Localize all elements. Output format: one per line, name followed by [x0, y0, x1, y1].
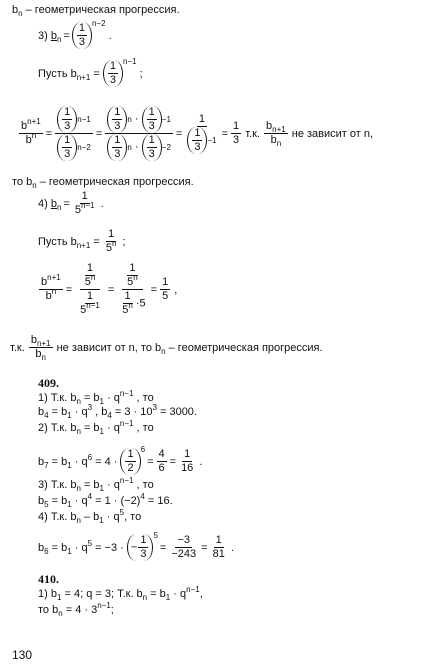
conclusion-4: т.к. $\frac{b_{n+1}}{b_n}$ не зависит от n, то $b_n$ – геометрическая прогрессия. — [10, 334, 323, 362]
410-1-condition: 1) $b_1 = 4$; q = 3; Т.к. $b_n = b_1 \cdot q^{n-1}$, — [38, 585, 203, 602]
409-1-result: $b_4 = b_1 \cdot q^3$ , $b_4 = 3 \cdot 10^3 = 3000$. — [38, 403, 197, 420]
409-4-result: $b_6 = b_1 \cdot q^5 = -3$ · − $\frac{1}{3}$ 5 = $\frac{-3}{-243}$ = $\frac{1}{81}$ . — [38, 531, 234, 560]
410-1-result: то $b_n = 4 \cdot 3^{n-1}$; — [38, 601, 114, 618]
let-bn1-line-4: Пусть $b_{n+1}$ = $\frac{1}{5^n}$ ; — [38, 228, 126, 254]
let-bn1-line: Пусть $b_{n+1}$ = $\frac{1}{3}$ n−1 ; — [38, 57, 143, 86]
text-line-1: $b_n$ – геометрическая прогрессия. — [12, 4, 180, 18]
409-4-condition: 4) Т.к. $b_n - b_1 \cdot q^5$, то — [38, 508, 142, 525]
problem-410-heading: 410. — [38, 572, 59, 586]
problem-409-heading: 409. — [38, 376, 59, 390]
item-3-definition: 3) $b_n$ = $\frac{1}{3}$ n−2 . — [38, 19, 112, 48]
ratio-equation-4: $\frac{b^{n+1}}{b^n}$ = $\frac{\frac{1}{5^n}}{\frac{1}{5^{n-1}}}$ = $\frac{1}{5^n}$ $\frac{1}{5^n}$ ·5 = $\frac{1}{5}$ , — [41, 262, 178, 316]
item-4-definition: 4) $b_n$ = $\frac{1}{5^{n-1}}$ . — [38, 190, 104, 216]
409-3-condition: 3) Т.к. $b_n = b_1 \cdot q^{n-1}$ , то — [38, 476, 154, 493]
ratio-equation-3: $\frac{b^{n+1}}{b^n}$ = $\frac{1}{3}$ n−1 $\frac{1}{3}$ n−2 = $\frac{1}{3}$ n · $\frac{1}{3}$ −1 $\frac{1}{3}$ n · $\frac{1}{3}$ −2 = 1 $\frac{1}{3}$ −1 = $\frac{1}{3}$ т.к. $\frac{b_{n+1}}{b_n}$ не зависит от n, — [21, 106, 374, 160]
409-2-result: $b_7 = b_1 \cdot q^6 = 4$ · $\frac{1}{2}$ 6 = $\frac{4}{6}$ = $\frac{1}{16}$ . — [38, 445, 203, 474]
409-1-condition: 1) Т.к. $b_n = b_1 \cdot q^{n-1}$ , то — [38, 389, 154, 406]
409-2-condition: 2) Т.к. $b_n = b_1 \cdot q^{n-1}$ , то — [38, 419, 154, 436]
page-number: 130 — [12, 648, 33, 662]
conclusion-3: то $b_n$ – геометрическая прогрессия. — [12, 176, 194, 190]
409-3-result: $b_5 = b_1 \cdot q^4 = 1 \cdot (-2)^4 = 16$. — [38, 492, 173, 509]
